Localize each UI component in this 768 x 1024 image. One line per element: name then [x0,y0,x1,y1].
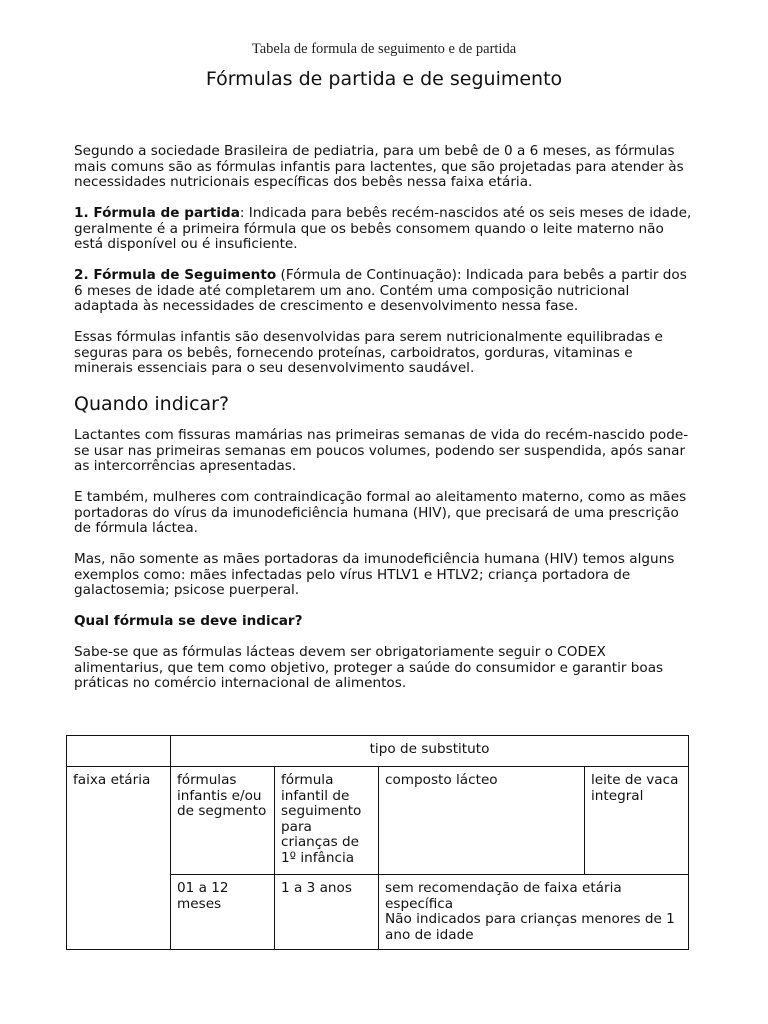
question-heading: Qual fórmula se deve indicar? [74,613,303,629]
table-age-2: 1 a 3 anos [275,875,379,950]
table-row-label: faixa etária [67,767,171,950]
table-header-cell: tipo de substituto [171,736,689,767]
codex-paragraph: Sabe-se que as fórmulas lácteas devem ser obrigatoriamente seguir o CODEX alimentarius, que tem como objetivo, proteger a saúde do consumidor e garantir boas práticas no comércio internacional de alimentos. [74,644,664,691]
page-title: Fórmulas de partida e de seguimento [205,68,563,90]
table-empty-cell [67,736,171,767]
table-column-2: fórmula infantil de seguimento para crianças de 1º infância [275,767,379,875]
intro-paragraph: Segundo a sociedade Brasileira de pediatria, para um bebê de 0 a 6 meses, as fórmulas mais comuns são as fórmulas infantis para lactentes, que são projetadas para atender às necessidades nutricionais específicas dos bebês nessa faixa etária. [74,143,684,190]
formula-2-paragraph [74,268,694,315]
document-body [74,144,694,707]
table-column-3: composto lácteo [379,767,585,875]
table-columns-row [67,767,689,875]
substitute-table [66,735,689,950]
table-age-1: 01 a 12 meses [171,875,275,950]
table-note-line-1: sem recomendação de faixa etária específica [385,880,622,912]
formula-2-label: 2. Fórmula de Seguimento [74,267,277,283]
table-header-row [67,736,689,767]
table-note-cell [379,875,689,950]
formula-2-text: (Fórmula de Continuação): Indicada para bebês a partir dos 6 meses de idade até completarem um ano. Contém uma composição nutricional adaptada às necessidades de crescimento e desenvolvimento nessa fase. [74,267,687,314]
table-column-1: fórmulas infantis e/ou de segmento [171,767,275,875]
formula-1-paragraph [74,206,694,253]
indication-paragraph-2: E também, mulheres com contraindicação formal ao aleitamento materno, como as mães portadoras do vírus da imunodeficiência humana (HIV), que precisará de uma prescrição de fórmula láctea. [74,489,687,536]
indication-paragraph-3: Mas, não somente as mães portadoras da imunodeficiência humana (HIV) temos alguns exemplos como: mães infectadas pelo vírus HTLV1 e HTLV2; criança portadora de galactosemia; psicose puerperal. [74,551,675,598]
document-header: Tabela de formula de seguimento e de partida [251,41,517,57]
table-note-line-2: Não indicados para crianças menores de 1 ano de idade [385,911,675,943]
table-column-4: leite de vaca integral [585,767,689,875]
summary-paragraph: Essas fórmulas infantis são desenvolvidas para serem nutricionalmente equilibradas e seguras para os bebês, fornecendo proteínas, carboidratos, gorduras, vitaminas e minerais essenciais para o seu desenvolvimento saudável. [74,329,663,376]
formula-1-text: : Indicada para bebês recém-nascidos até os seis meses de idade, geralmente é a primeira fórmula que os bebês consomem quando o leite materno não está disponível ou é insuficiente. [74,205,692,252]
formula-1-label: 1. Fórmula de partida [74,205,240,221]
indication-paragraph-1: Lactantes com fissuras mamárias nas primeiras semanas de vida do recém-nascido pode-se usar nas primeiras semanas em poucos volumes, podendo ser suspendida, após sanar as intercorrências apresentadas. [74,427,689,474]
section-heading: Quando indicar? [74,393,230,415]
